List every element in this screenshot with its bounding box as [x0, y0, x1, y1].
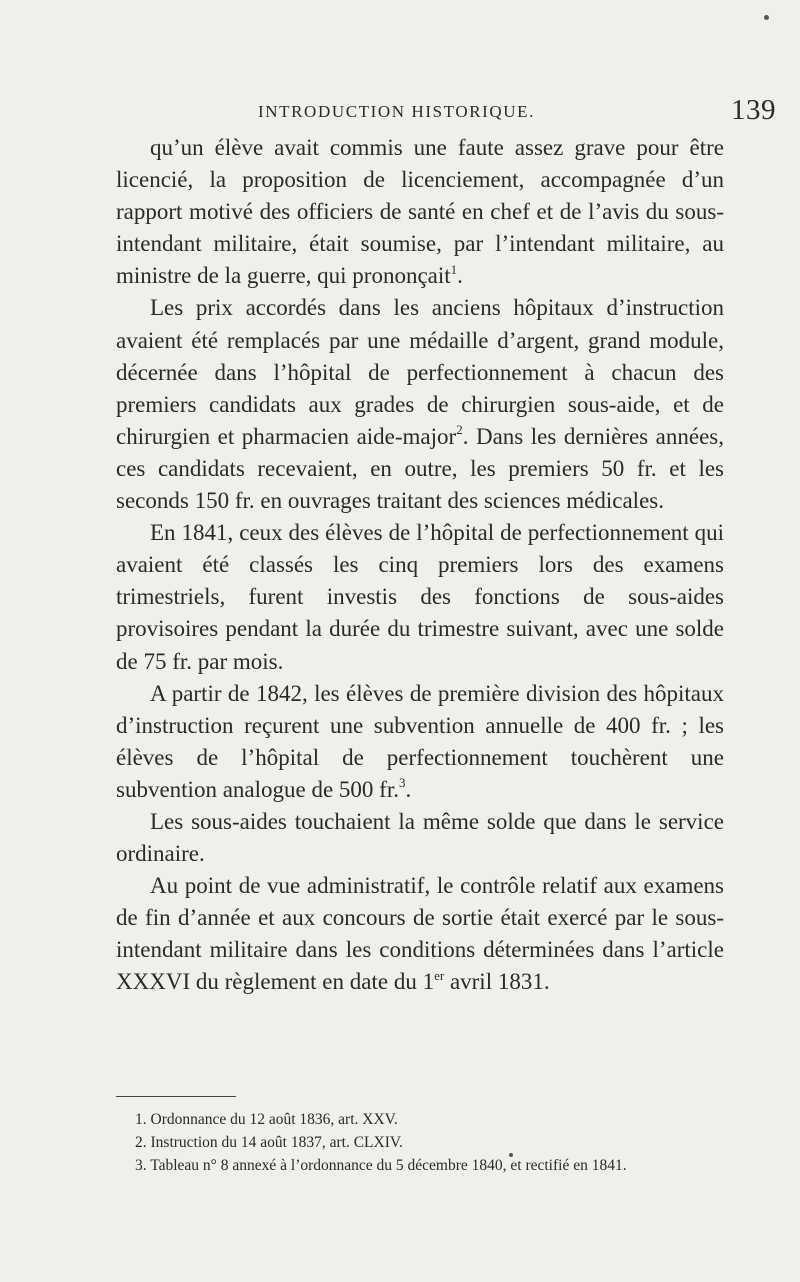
paragraph-4: A partir de 1842, les élèves de première division des hôpitaux d’instruction reçurent une subvention annuelle de 400 fr. ; les élèves de l’hôpital de perfectionnement touchèrent une subvention analogue de 500 fr.$^3$.	[116, 680, 724, 802]
running-header: INTRODUCTION HISTORIQUE.	[258, 102, 536, 121]
footnote-1: 1. Ordonnance du 12 août 1836, art. XXV.	[135, 1111, 398, 1128]
paragraph-5: Les sous-aides touchaient la même solde que dans le service ordinaire.	[116, 808, 724, 867]
footnotes	[116, 1108, 726, 1177]
footnote-ref-3: 3	[398, 775, 406, 791]
footnote-ref-2: 2	[456, 422, 463, 438]
paragraph-2: Les prix accordés dans les anciens hôpitaux d’instruction avaient été remplacés par une médaille d’argent, grand module, décernée dans l’hôpital de perfectionnement à chacun des premiers candidats aux grades de chirurgien sous-aide, et de chirurgien et pharmacien aide-major$^2$. Dans les dernières années, ces candidats recevaient, en outre, les premiers 50 fr. et les seconds 150 fr. en ouvrages traitant des sciences médicales.	[116, 295, 724, 514]
paragraph-6: Au point de vue administratif, le contrôle relatif aux examens de fin d’année et aux concours de sortie était exercé par le sous-intendant militaire dans les conditions déterminées dans l’article XXXVI du règlement en date du 1er avril 1831.	[116, 873, 724, 995]
footnote-2: 2. Instruction du 14 août 1837, art. CLXIV.	[135, 1134, 403, 1151]
footnote-divider	[116, 1096, 236, 1097]
page-number: 139	[731, 94, 776, 126]
footnote-ref-1: 1	[450, 261, 458, 277]
paragraph-3: En 1841, ceux des élèves de l’hôpital de perfectionnement qui avaient été classés les cinq premiers lors des examens trimestriels, furent investis des fonctions de sous-aides provisoires pendant la durée du trimestre suivant, avec une solde de 75 fr. par mois.	[116, 520, 724, 674]
paragraph-1: qu’un élève avait commis une faute assez grave pour être licencié, la proposition de licenciement, accompagnée d’un rapport motivé des officiers de santé en chef et de l’avis du sous-intendant militaire, était soumise, par l’intendant militaire, au ministre de la guerre, qui prononçait$^1$.	[116, 135, 724, 289]
body-text	[116, 132, 724, 999]
footnote-3: 3. Tableau n° 8 annexé à l’ordonnance du 5 décembre 1840, et rectifié en 1841.	[135, 1157, 627, 1174]
ink-speck	[509, 1153, 513, 1157]
ordinal-suffix: er	[434, 967, 445, 983]
ink-speck	[764, 15, 769, 20]
